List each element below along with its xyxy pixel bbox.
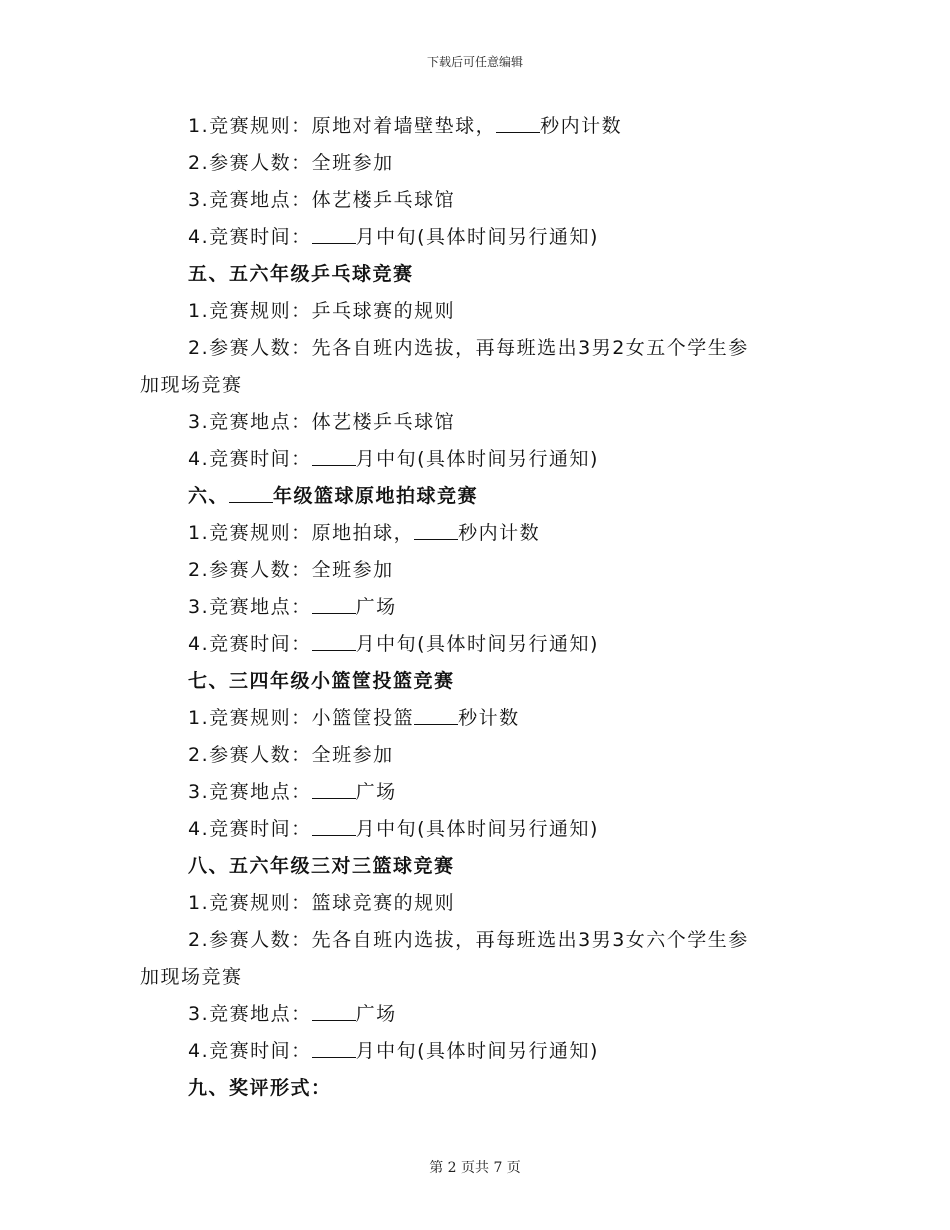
fill-in-blank	[496, 108, 540, 133]
fill-in-blank	[312, 774, 356, 799]
fill-in-blank	[312, 996, 356, 1021]
list-item	[140, 219, 810, 256]
fill-in-blank	[312, 441, 356, 466]
line-text: 1.竞赛规则：乒乓球赛的规则	[188, 300, 456, 322]
line-text: 4.竞赛时间：	[188, 226, 312, 248]
line-text: 九、奖评形式：	[188, 1077, 332, 1099]
line-text: 3.竞赛地点：	[188, 781, 312, 803]
line-text: 广场	[355, 781, 397, 803]
list-item	[140, 330, 810, 367]
line-text: 2.参赛人数：全班参加	[188, 152, 394, 174]
list-item	[140, 996, 810, 1033]
line-text: 秒内计数	[540, 115, 623, 137]
line-text: 月中旬(具体时间另行通知)	[355, 818, 599, 840]
fill-in-blank	[312, 1033, 356, 1058]
line-text: 3.竞赛地点：体艺楼乒乓球馆	[188, 189, 456, 211]
list-item	[140, 737, 810, 774]
page-header: 下载后可任意编辑	[426, 55, 523, 69]
section-heading	[140, 1070, 810, 1107]
fill-in-blank	[312, 626, 356, 651]
line-text: 1.竞赛规则：小篮筐投篮	[188, 707, 415, 729]
paragraph-continuation	[140, 959, 810, 996]
line-text: 4.竞赛时间：	[188, 633, 312, 655]
line-text: 加现场竞赛	[140, 966, 243, 988]
line-text: 3.竞赛地点：	[188, 1003, 312, 1025]
section-heading	[140, 848, 810, 885]
line-text: 3.竞赛地点：	[188, 596, 312, 618]
line-text: 1.竞赛规则：篮球竞赛的规则	[188, 892, 456, 914]
line-text: 广场	[355, 1003, 397, 1025]
line-text: 月中旬(具体时间另行通知)	[355, 633, 599, 655]
line-text: 年级篮球原地拍球竞赛	[273, 485, 479, 507]
fill-in-blank	[229, 478, 273, 503]
list-item	[140, 774, 810, 811]
line-text: 1.竞赛规则：原地拍球，	[188, 522, 415, 544]
line-text: 加现场竞赛	[140, 374, 243, 396]
section-heading	[140, 256, 810, 293]
section-heading	[140, 478, 810, 515]
line-text: 4.竞赛时间：	[188, 1040, 312, 1062]
list-item	[140, 145, 810, 182]
line-text: 4.竞赛时间：	[188, 818, 312, 840]
list-item	[140, 700, 810, 737]
line-text: 六、	[188, 485, 230, 507]
line-text: 月中旬(具体时间另行通知)	[355, 1040, 599, 1062]
line-text: 2.参赛人数：先各自班内选拔，再每班选出3男2女五个学生参	[188, 337, 749, 359]
line-text: 秒计数	[458, 707, 520, 729]
line-text: 月中旬(具体时间另行通知)	[355, 226, 599, 248]
list-item	[140, 626, 810, 663]
list-item	[140, 922, 810, 959]
line-text: 广场	[355, 596, 397, 618]
fill-in-blank	[312, 811, 356, 836]
line-text: 4.竞赛时间：	[188, 448, 312, 470]
line-text: 2.参赛人数：先各自班内选拔，再每班选出3男3女六个学生参	[188, 929, 749, 951]
section-heading	[140, 663, 810, 700]
fill-in-blank	[414, 700, 458, 725]
line-text: 月中旬(具体时间另行通知)	[355, 448, 599, 470]
list-item	[140, 811, 810, 848]
line-text: 秒内计数	[458, 522, 541, 544]
list-item	[140, 108, 810, 145]
line-text: 2.参赛人数：全班参加	[188, 744, 394, 766]
fill-in-blank	[312, 589, 356, 614]
list-item	[140, 515, 810, 552]
line-text: 3.竞赛地点：体艺楼乒乓球馆	[188, 411, 456, 433]
document-body	[140, 108, 810, 1107]
line-text: 八、五六年级三对三篮球竞赛	[188, 855, 455, 877]
line-text: 1.竞赛规则：原地对着墙壁垫球，	[188, 115, 497, 137]
list-item	[140, 441, 810, 478]
line-text: 2.参赛人数：全班参加	[188, 559, 394, 581]
list-item	[140, 182, 810, 219]
line-text: 五、五六年级乒乓球竞赛	[188, 263, 414, 285]
list-item	[140, 404, 810, 441]
fill-in-blank	[312, 219, 356, 244]
list-item	[140, 1033, 810, 1070]
list-item	[140, 552, 810, 589]
list-item	[140, 589, 810, 626]
line-text: 七、三四年级小篮筐投篮竞赛	[188, 670, 455, 692]
list-item	[140, 885, 810, 922]
fill-in-blank	[414, 515, 458, 540]
paragraph-continuation	[140, 367, 810, 404]
page-footer: 第 2 页共 7 页	[429, 1160, 521, 1176]
list-item	[140, 293, 810, 330]
